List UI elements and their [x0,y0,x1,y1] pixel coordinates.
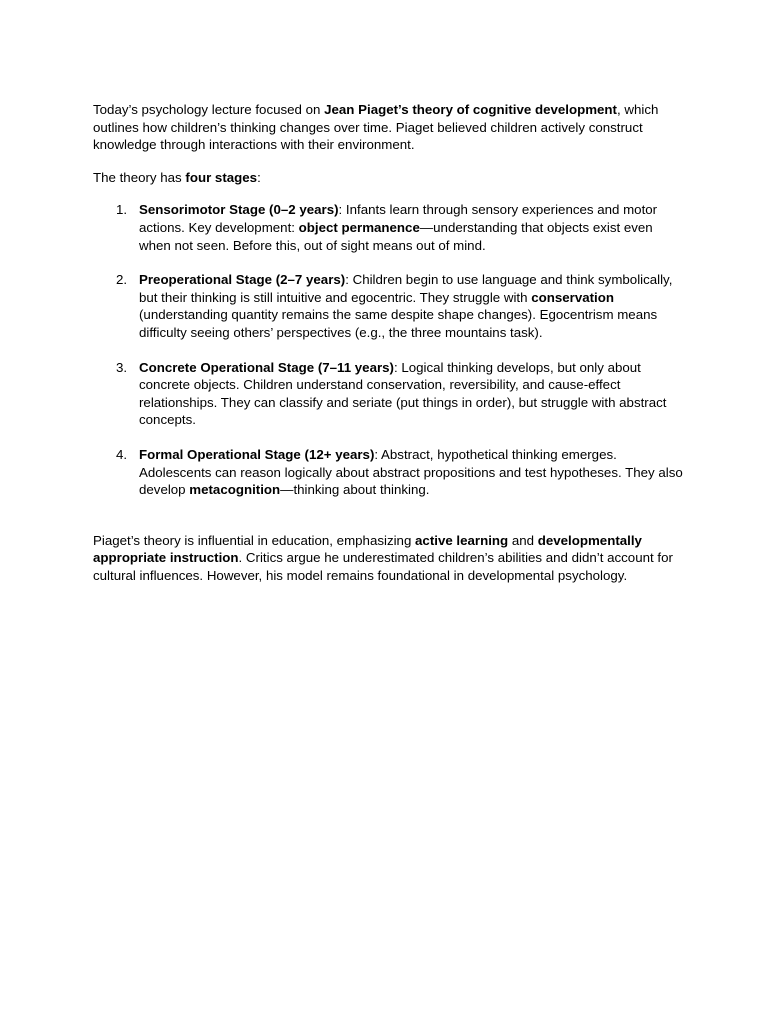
stage-text-1: : Abstract, hypothetical thinking emerges. Adolescents can reason logically about abstract propositions and test hypotheses. They also develop [139,446,683,498]
conclusion-paragraph [93,532,683,585]
stage-title: Sensorimotor Stage (0–2 years) [139,202,339,218]
stage-number: 4. [116,446,128,462]
conclusion-bold-instruction: developmentally appropriate instruction [93,532,642,566]
conclusion-bold-active-learning: active learning [415,532,509,548]
stage-text-1: : Logical thinking develops, but only about concrete objects. Children understand conservation, reversibility, and cause-effect relationships. They can classify and seriate (put things in order), but struggle with abstract concepts. [139,359,667,428]
stage-number: 2. [116,272,128,288]
conclusion-text-3: . Critics argue he underestimated children’s abilities and didn’t account for cultural influences. However, his model remains foundational in developmental psychology. [93,550,673,583]
stage-key-term: metacognition [189,482,281,498]
stage-text-2: —understanding that objects exist even when not seen. Before this, out of sight means out of mind. [139,219,653,253]
stage-item-concrete-operational [93,359,683,429]
stage-number: 3. [116,359,128,375]
stages-lead-text-1: The theory has [93,169,186,185]
stage-item-preoperational [93,271,683,341]
stages-lead-paragraph [93,169,683,187]
stage-text-1: : Children begin to use language and think symbolically, but their thinking is still intuitive and egocentric. They struggle with [139,272,673,305]
stage-text-2: (understanding quantity remains the same despite shape changes). Egocentrism means difficulty seeing others’ perspectives (e.g., the three mountains task). [139,307,658,340]
stage-text-1: : Infants learn through sensory experiences and motor actions. Key development: [139,202,658,235]
stage-text-2: —thinking about thinking. [280,482,430,498]
stage-key-term: conservation [531,289,614,305]
conclusion-text-2: and [508,532,538,548]
intro-text-2: , which outlines how children’s thinking changes over time. Piaget believed children actively construct knowledge through interactions with their environment. [93,102,659,153]
conclusion-text-1: Piaget’s theory is influential in education, emphasizing [93,532,416,548]
stage-number: 1. [116,202,128,218]
stage-title: Preoperational Stage (2–7 years) [139,272,346,288]
intro-paragraph [93,101,683,154]
stages-list [93,201,683,498]
stage-title: Concrete Operational Stage (7–11 years) [139,359,394,375]
stages-lead-text-2: : [257,169,261,185]
intro-bold-theory: Jean Piaget’s theory of cognitive development [324,102,617,117]
intro-text-1: Today’s psychology lecture focused on [93,102,325,117]
stage-title: Formal Operational Stage (12+ years) [139,446,375,462]
stage-item-formal-operational [93,446,683,499]
stages-lead-bold: four stages [185,169,258,185]
document-page [93,101,683,584]
stage-item-sensorimotor [93,201,683,254]
stage-key-term: object permanence [298,219,420,235]
